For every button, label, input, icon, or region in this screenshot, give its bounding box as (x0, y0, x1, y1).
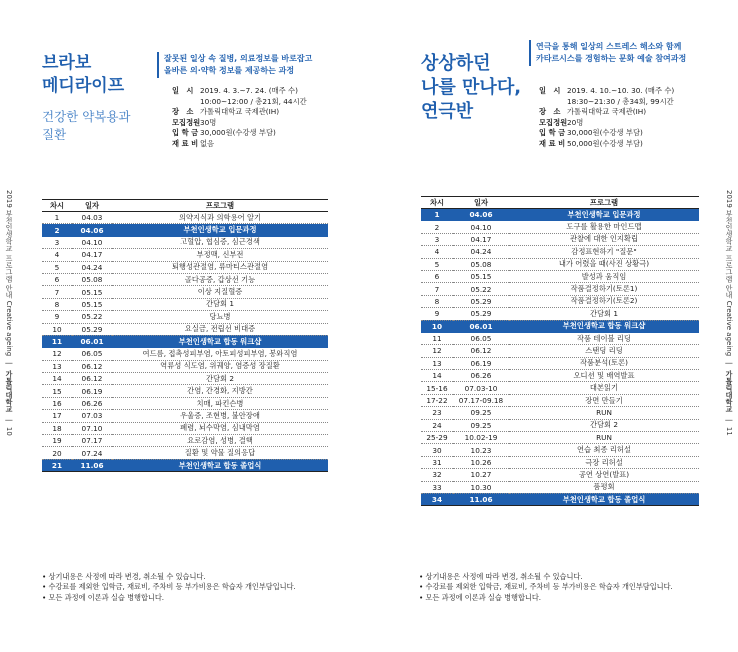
session-cell: 25-29 (421, 432, 453, 444)
program-cell: 감정표현하기 "질문" (509, 246, 699, 258)
table-row (42, 224, 328, 236)
spine-section: 가톨릭대학교 (725, 370, 733, 413)
session-cell: 11 (421, 332, 453, 344)
session-cell: 12 (42, 348, 72, 360)
date-cell: 05.29 (453, 295, 509, 307)
date-cell: 05.22 (453, 283, 509, 295)
right-schedule-table (421, 196, 699, 506)
date-cell: 06.26 (72, 397, 112, 409)
session-cell: 13 (421, 357, 453, 369)
info-value: 50,000원(수강생 부담) (567, 138, 643, 148)
table-row (421, 246, 699, 258)
info-key: 입 학 금 (172, 128, 199, 138)
info-value: 30명 (200, 117, 217, 127)
program-cell: 부천인생학교 입문과정 (509, 209, 699, 221)
table-row (421, 320, 699, 332)
session-cell: 17 (42, 410, 72, 422)
session-cell: 7 (421, 283, 453, 295)
table-row (42, 236, 328, 248)
session-cell: 6 (421, 270, 453, 282)
table-row (42, 385, 328, 397)
program-cell: 간담회 1 (509, 308, 699, 320)
date-cell: 10.30 (453, 481, 509, 493)
table-row (421, 270, 699, 282)
col-header-date: 일자 (72, 200, 112, 212)
headline-line: 올바른 의·약학 정보를 제공하는 과정 (164, 66, 295, 75)
info-key: 모집정원 (172, 117, 201, 127)
session-cell: 11 (42, 335, 72, 347)
session-cell: 5 (421, 258, 453, 270)
date-cell: 04.06 (72, 224, 112, 236)
title-line: 나를 만나다, (421, 77, 522, 98)
left-spine: 2019 부천인생학교 프로그램 안내 Creative ageing|가톨릭대학교|10 (5, 190, 13, 436)
note-line: • 상기내용은 사정에 따라 변경, 취소될 수 있습니다. (42, 572, 206, 581)
title-line: 메디라이프 (42, 76, 125, 96)
date-cell: 06.01 (453, 320, 509, 332)
table-row (421, 419, 699, 431)
info-key: 재 료 비 (539, 138, 566, 148)
date-cell: 05.22 (72, 311, 112, 323)
program-cell: 부천인생학교 입문과정 (112, 224, 328, 236)
table-row (42, 298, 328, 310)
program-cell: 간담회 2 (509, 419, 699, 431)
info-value: 없음 (200, 138, 215, 148)
session-cell: 16 (42, 397, 72, 409)
session-cell: 21 (42, 459, 72, 471)
date-cell: 11.06 (453, 493, 509, 505)
left-info (172, 86, 307, 150)
date-cell: 10.26 (453, 456, 509, 468)
date-cell: 10.02-19 (453, 432, 509, 444)
date-cell: 06.12 (72, 373, 112, 385)
info-value: 가톨릭대학교 국제관(IH) (200, 107, 280, 117)
table-row (42, 212, 328, 224)
date-cell: 07.17-09.18 (453, 394, 509, 406)
right-page (369, 0, 738, 652)
program-cell: 관찰에 대한 인지확립 (509, 233, 699, 245)
info-key (172, 97, 200, 108)
session-cell: 34 (421, 493, 453, 505)
session-cell: 31 (421, 456, 453, 468)
session-cell: 15-16 (421, 382, 453, 394)
date-cell: 06.05 (72, 348, 112, 360)
program-cell: 여드름, 접촉성피부염, 아토피성피부염, 봉와직염 (112, 348, 328, 360)
info-value: 30,000원(수강생 부담) (200, 128, 276, 138)
program-cell: 스탠딩 리딩 (509, 345, 699, 357)
session-cell: 24 (421, 419, 453, 431)
session-cell: 13 (42, 360, 72, 372)
session-cell: 1 (421, 209, 453, 221)
table-header-row (421, 197, 699, 209)
table-row (421, 283, 699, 295)
table-row (42, 459, 328, 471)
session-cell: 12 (421, 345, 453, 357)
spine-section: 가톨릭대학교 (5, 370, 13, 413)
right-notes (419, 572, 673, 603)
date-cell: 07.03 (72, 410, 112, 422)
session-cell: 15 (42, 385, 72, 397)
date-cell: 04.17 (72, 249, 112, 261)
left-schedule-table (42, 199, 328, 472)
program-cell: 치매, 파킨슨병 (112, 397, 328, 409)
date-cell: 05.15 (72, 298, 112, 310)
program-cell: RUN (509, 407, 699, 419)
table-row (421, 469, 699, 481)
headline-bar (157, 52, 159, 78)
right-info (539, 86, 674, 150)
date-cell: 04.24 (72, 261, 112, 273)
date-cell: 09.25 (453, 419, 509, 431)
session-cell: 2 (42, 224, 72, 236)
table-row (421, 456, 699, 468)
date-cell: 07.03-10 (453, 382, 509, 394)
table-row (42, 335, 328, 347)
table-row (421, 382, 699, 394)
session-cell: 23 (421, 407, 453, 419)
table-row (42, 323, 328, 335)
info-key: 재 료 비 (172, 138, 199, 148)
date-cell: 06.12 (72, 360, 112, 372)
session-cell: 6 (42, 273, 72, 285)
program-cell: 부정맥, 신부전 (112, 249, 328, 261)
session-cell: 33 (421, 481, 453, 493)
program-cell: 부천인생학교 합동 졸업식 (112, 459, 328, 471)
program-cell: 작품결정하기(토론2) (509, 295, 699, 307)
table-row (421, 345, 699, 357)
session-cell: 14 (42, 373, 72, 385)
info-key: 장 소 (172, 107, 194, 117)
program-cell: 공연 상연(발표) (509, 469, 699, 481)
table-row (42, 422, 328, 434)
spine-text: 2019 부천인생학교 프로그램 안내 Creative ageing (725, 190, 733, 357)
headline-line: 카타르시스를 경험하는 문화 예술 참여과정 (536, 54, 687, 63)
program-cell: 품평회 (509, 481, 699, 493)
program-cell: 대본읽기 (509, 382, 699, 394)
col-header-session: 차시 (421, 197, 453, 209)
info-value: 가톨릭대학교 국제관(IH) (567, 107, 647, 117)
table-row (421, 209, 699, 221)
program-cell: 극장 리허설 (509, 456, 699, 468)
date-cell: 04.10 (453, 221, 509, 233)
program-cell: 부천인생학교 합동 워크샵 (509, 320, 699, 332)
table-row (421, 221, 699, 233)
date-cell: 11.06 (72, 459, 112, 471)
session-cell: 17-22 (421, 394, 453, 406)
title-line: 브라보 (42, 53, 92, 73)
program-cell: 연습 최종 리허설 (509, 444, 699, 456)
table-row (42, 447, 328, 459)
program-cell: 고혈압, 협심증, 심근경색 (112, 236, 328, 248)
date-cell: 05.29 (453, 308, 509, 320)
program-cell: 부천인생학교 합동 졸업식 (509, 493, 699, 505)
date-cell: 10.27 (453, 469, 509, 481)
table-row (42, 397, 328, 409)
info-value: 2019. 4. 10.~10. 30. (매주 수) (567, 86, 675, 95)
program-cell: 작품결정하기(토론1) (509, 283, 699, 295)
table-row (421, 357, 699, 369)
date-cell: 07.10 (72, 422, 112, 434)
session-cell: 3 (42, 236, 72, 248)
headline-bar (529, 40, 531, 66)
program-cell: 이상 지질혈증 (112, 286, 328, 298)
table-row (42, 261, 328, 273)
table-row (42, 373, 328, 385)
page-number: 10 (5, 426, 13, 436)
date-cell: 05.08 (453, 258, 509, 270)
program-cell: 오디션 및 배역발표 (509, 370, 699, 382)
date-cell: 04.10 (72, 236, 112, 248)
table-row (421, 233, 699, 245)
col-header-program: 프로그램 (112, 200, 328, 212)
session-cell: 10 (42, 323, 72, 335)
left-headline (164, 53, 312, 77)
page-number: 11 (725, 426, 733, 436)
program-cell: 폐렴, 뇌수막염, 심내막염 (112, 422, 328, 434)
session-cell: 14 (421, 370, 453, 382)
program-cell: 장면 만들기 (509, 394, 699, 406)
table-row (421, 370, 699, 382)
date-cell: 05.08 (72, 273, 112, 285)
session-cell: 7 (42, 286, 72, 298)
date-cell: 06.05 (453, 332, 509, 344)
right-headline (536, 41, 686, 65)
session-cell: 4 (421, 246, 453, 258)
program-cell: 우울증, 조현병, 불안장애 (112, 410, 328, 422)
program-cell: 간담회 2 (112, 373, 328, 385)
table-header-row (42, 200, 328, 212)
table-row (421, 432, 699, 444)
date-cell: 10.23 (453, 444, 509, 456)
session-cell: 30 (421, 444, 453, 456)
note-line: • 수강료를 제외한 입학금, 재료비, 주차비 등 부가비용은 학습자 개인부담입니다. (42, 582, 296, 592)
table-row (42, 286, 328, 298)
title-line: 연극반 (421, 101, 474, 122)
table-row (421, 407, 699, 419)
date-cell: 04.24 (453, 246, 509, 258)
program-cell: 발성과 움직임 (509, 270, 699, 282)
info-value: 18:30~21:30 / 총34회, 99시간 (567, 96, 674, 106)
program-cell: 간염, 간경화, 지방간 (112, 385, 328, 397)
table-row (421, 493, 699, 505)
left-subtitle (42, 108, 131, 144)
date-cell: 06.12 (453, 345, 509, 357)
headline-line: 연극을 통해 일상의 스트레스 해소와 함께 (536, 42, 682, 51)
date-cell: 09.25 (453, 407, 509, 419)
date-cell: 04.06 (453, 209, 509, 221)
session-cell: 3 (421, 233, 453, 245)
info-key: 장 소 (539, 107, 561, 117)
title-line: 상상하던 (421, 53, 491, 74)
table-row (42, 249, 328, 261)
note-line: • 모든 과정에 이론과 실습 병행합니다. (42, 592, 165, 602)
program-cell: 당뇨병 (112, 311, 328, 323)
table-row (421, 394, 699, 406)
date-cell: 05.29 (72, 323, 112, 335)
program-cell: RUN (509, 432, 699, 444)
program-cell: 작품분석(토론) (509, 357, 699, 369)
left-notes (42, 572, 296, 603)
session-cell: 9 (42, 311, 72, 323)
date-cell: 05.15 (72, 286, 112, 298)
program-cell: 역류성 식도염, 위궤양, 염증성 장질환 (112, 360, 328, 372)
session-cell: 5 (42, 261, 72, 273)
info-key: 입 학 금 (539, 128, 566, 138)
left-title (42, 52, 124, 98)
session-cell: 4 (42, 249, 72, 261)
program-cell: 부천인생학교 합동 워크샵 (112, 335, 328, 347)
spine-text: 2019 부천인생학교 프로그램 안내 Creative ageing (5, 190, 13, 357)
table-row (421, 481, 699, 493)
info-value: 30,000원(수강생 부담) (567, 128, 643, 138)
info-value: 2019. 4. 3.~7. 24. (매주 수) (200, 86, 298, 95)
program-cell: 골다공증, 갑상선 기능 (112, 273, 328, 285)
table-row (421, 332, 699, 344)
table-row (42, 273, 328, 285)
session-cell: 10 (421, 320, 453, 332)
date-cell: 04.17 (453, 233, 509, 245)
subtitle-line: 건강한 약복용과 (42, 109, 131, 124)
table-row (42, 348, 328, 360)
info-key: 일 시 (539, 86, 561, 95)
table-row (42, 311, 328, 323)
program-cell: 간담회 1 (112, 298, 328, 310)
table-row (42, 410, 328, 422)
note-line: • 수강료를 제외한 입학금, 재료비, 주차비 등 부가비용은 학습자 개인부담입니다. (419, 582, 673, 592)
table-row (421, 258, 699, 270)
date-cell: 06.01 (72, 335, 112, 347)
date-cell: 07.24 (72, 447, 112, 459)
session-cell: 2 (421, 221, 453, 233)
info-key: 모집정원 (539, 117, 568, 127)
info-key: 일 시 (172, 86, 194, 95)
table-row (42, 435, 328, 447)
info-value: 10:00~12:00 / 총21회, 44시간 (200, 96, 307, 106)
session-cell: 8 (42, 298, 72, 310)
session-cell: 8 (421, 295, 453, 307)
col-header-program: 프로그램 (509, 197, 699, 209)
date-cell: 06.19 (453, 357, 509, 369)
program-cell: 퇴행성관절염, 류마티스관절염 (112, 261, 328, 273)
program-cell: 내가 어렸을 때(사진 상황극) (509, 258, 699, 270)
session-cell: 1 (42, 212, 72, 224)
session-cell: 20 (42, 447, 72, 459)
note-line: • 상기내용은 사정에 따라 변경, 취소될 수 있습니다. (419, 572, 583, 581)
date-cell: 06.19 (72, 385, 112, 397)
col-header-date: 일자 (453, 197, 509, 209)
date-cell: 05.15 (453, 270, 509, 282)
date-cell: 07.17 (72, 435, 112, 447)
program-cell: 요실금, 전립선 비대증 (112, 323, 328, 335)
program-cell: 요로감염, 성병, 결핵 (112, 435, 328, 447)
program-cell: 질환 및 약물 질의응답 (112, 447, 328, 459)
session-cell: 32 (421, 469, 453, 481)
program-cell: 의약지식과 의학용어 알기 (112, 212, 328, 224)
col-header-session: 차시 (42, 200, 72, 212)
headline-line: 잘못된 일상 속 질병, 의료정보를 바로잡고 (164, 54, 313, 63)
table-row (421, 444, 699, 456)
info-value: 20명 (567, 117, 584, 127)
table-row (421, 295, 699, 307)
note-line: • 모든 과정에 이론과 실습 병행합니다. (419, 592, 542, 602)
right-title (421, 52, 521, 124)
program-cell: 도구를 활용한 마인드맵 (509, 221, 699, 233)
subtitle-line: 질환 (42, 127, 67, 142)
program-cell: 작품 테이블 리딩 (509, 332, 699, 344)
right-spine: 2019 부천인생학교 프로그램 안내 Creative ageing|가톨릭대학교|11 (725, 190, 733, 436)
session-cell: 18 (42, 422, 72, 434)
date-cell: 06.26 (453, 370, 509, 382)
date-cell: 04.03 (72, 212, 112, 224)
info-key (539, 97, 567, 108)
session-cell: 9 (421, 308, 453, 320)
session-cell: 19 (42, 435, 72, 447)
table-row (42, 360, 328, 372)
table-row (421, 308, 699, 320)
